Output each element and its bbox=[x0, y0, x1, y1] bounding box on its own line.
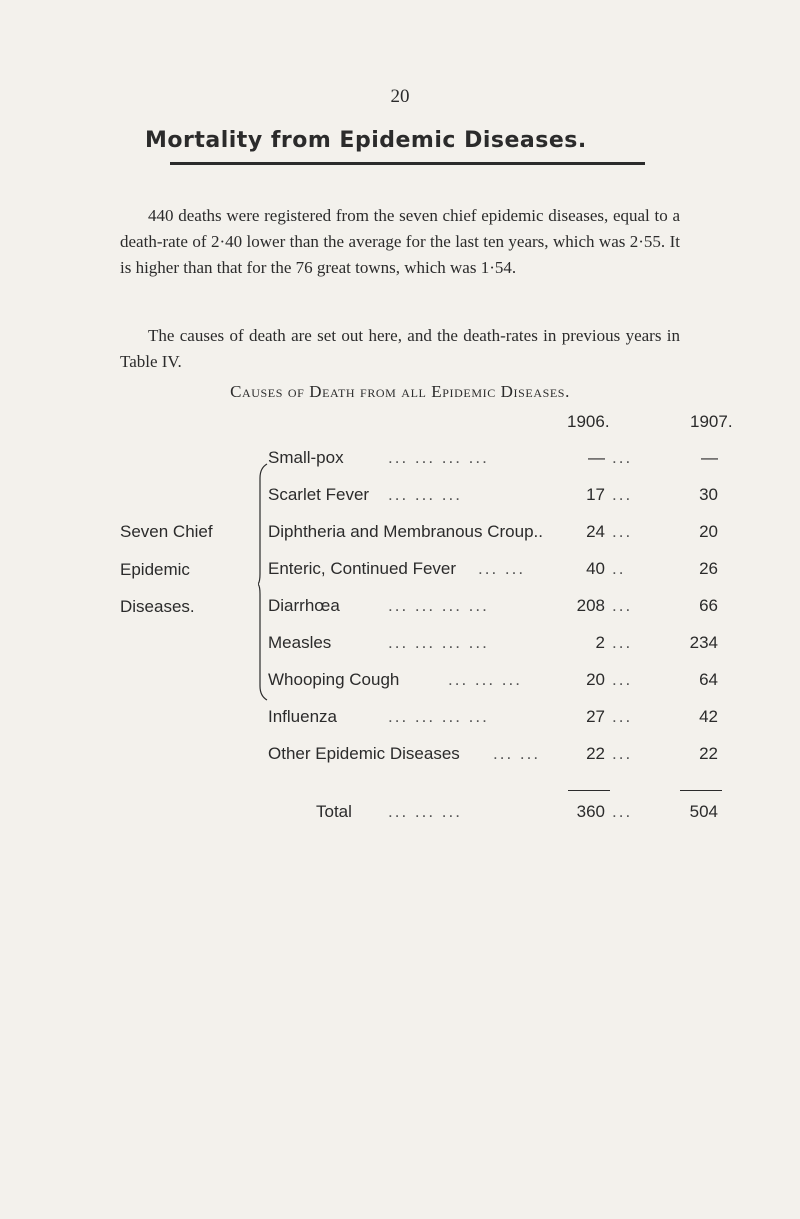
group-label-line-3: Diseases. bbox=[120, 597, 195, 616]
cause-label: Diarrhœa bbox=[268, 596, 340, 615]
leader-dots: ... ... bbox=[478, 559, 526, 578]
leader-dots: ... ... bbox=[493, 744, 541, 763]
value-1906: 208 bbox=[576, 596, 605, 615]
total-rule-1907 bbox=[680, 790, 722, 791]
table-row bbox=[268, 485, 718, 513]
value-1907: 20 bbox=[699, 522, 718, 541]
leader-dots: ... bbox=[612, 802, 633, 821]
table-title-text: Causes of Death from all Epidemic Diseases. bbox=[230, 382, 570, 401]
cause-label: Whooping Cough bbox=[268, 670, 400, 689]
paragraph-causes: The causes of death are set out here, and the death-rates in previous years in Table IV. bbox=[120, 326, 680, 371]
value-1907: 30 bbox=[699, 485, 718, 504]
value-1906: 24 bbox=[586, 522, 605, 541]
cause-label: Scarlet Fever bbox=[268, 485, 370, 504]
page-number: 20 bbox=[390, 86, 410, 107]
table-row bbox=[268, 633, 718, 661]
leader-dots: ... bbox=[612, 744, 633, 763]
cause-label: Measles bbox=[268, 633, 332, 652]
leader-dots: ... bbox=[612, 522, 633, 541]
value-1906: 2 bbox=[595, 633, 605, 652]
value-1906: 17 bbox=[586, 485, 605, 504]
paragraph-deaths: 440 deaths were registered from the seven chief epidemic diseases, equal to a death-rate of 2·40 lower than the average for the last ten years, which was 2·55. It is higher than that for the 76 great towns, which was 1·54. bbox=[120, 206, 680, 277]
leader-dots: ... ... ... bbox=[388, 485, 462, 504]
table-row bbox=[268, 596, 718, 624]
table-row bbox=[268, 559, 718, 587]
cause-label: Enteric, Continued Fever bbox=[268, 559, 457, 578]
value-1907: — bbox=[701, 448, 718, 467]
leader-dots: ... ... ... bbox=[448, 670, 522, 689]
leader-dots: ... ... ... ... bbox=[388, 707, 489, 726]
leader-dots: ... bbox=[612, 633, 633, 652]
total-1906: 360 bbox=[576, 802, 605, 821]
group-label-line-1: Seven Chief bbox=[120, 522, 213, 541]
leader-dots: ... bbox=[612, 448, 633, 467]
leader-dots: ... bbox=[612, 707, 633, 726]
table-row bbox=[268, 448, 718, 476]
value-1907: 64 bbox=[699, 670, 718, 689]
leader-dots: ... ... ... ... bbox=[388, 596, 489, 615]
leader-dots: ... ... ... ... bbox=[388, 633, 489, 652]
cause-label: Influenza bbox=[268, 707, 337, 726]
heading-rule bbox=[170, 162, 645, 165]
cause-label: Small-pox bbox=[268, 448, 344, 467]
column-header-1907: 1907. bbox=[690, 412, 733, 431]
leader-dots: ... ... ... ... bbox=[388, 448, 489, 467]
total-rule-1906 bbox=[568, 790, 610, 791]
total-row bbox=[268, 802, 718, 830]
total-1907: 504 bbox=[689, 802, 718, 821]
value-1907: 66 bbox=[699, 596, 718, 615]
value-1906: 40 bbox=[586, 559, 605, 578]
cause-label: Diphtheria and Membranous Croup.. bbox=[268, 522, 543, 541]
leader-dots: ... bbox=[612, 485, 633, 504]
value-1907: 42 bbox=[699, 707, 718, 726]
column-header-1906: 1906. bbox=[567, 412, 610, 431]
cause-label: Other Epidemic Diseases bbox=[268, 744, 460, 763]
table-row bbox=[268, 670, 718, 698]
value-1907: 234 bbox=[689, 633, 718, 652]
group-bracket bbox=[258, 462, 268, 702]
table-row bbox=[268, 744, 718, 772]
table-title bbox=[0, 382, 800, 402]
leader-dots: ... bbox=[612, 596, 633, 615]
value-1906: 20 bbox=[586, 670, 605, 689]
value-1906: 22 bbox=[586, 744, 605, 763]
leader-dots: ... ... ... bbox=[388, 802, 462, 821]
value-1906: 27 bbox=[586, 707, 605, 726]
value-1906: — bbox=[588, 448, 605, 467]
value-1907: 22 bbox=[699, 744, 718, 763]
value-1907: 26 bbox=[699, 559, 718, 578]
total-label: Total bbox=[316, 802, 352, 821]
section-heading: Mortality from Epidemic Diseases. bbox=[145, 128, 587, 153]
leader-dots: ... bbox=[612, 670, 633, 689]
leader-dots: .. bbox=[612, 559, 626, 578]
table-row bbox=[268, 522, 718, 550]
table-row bbox=[268, 707, 718, 735]
group-label-line-2: Epidemic bbox=[120, 560, 190, 579]
